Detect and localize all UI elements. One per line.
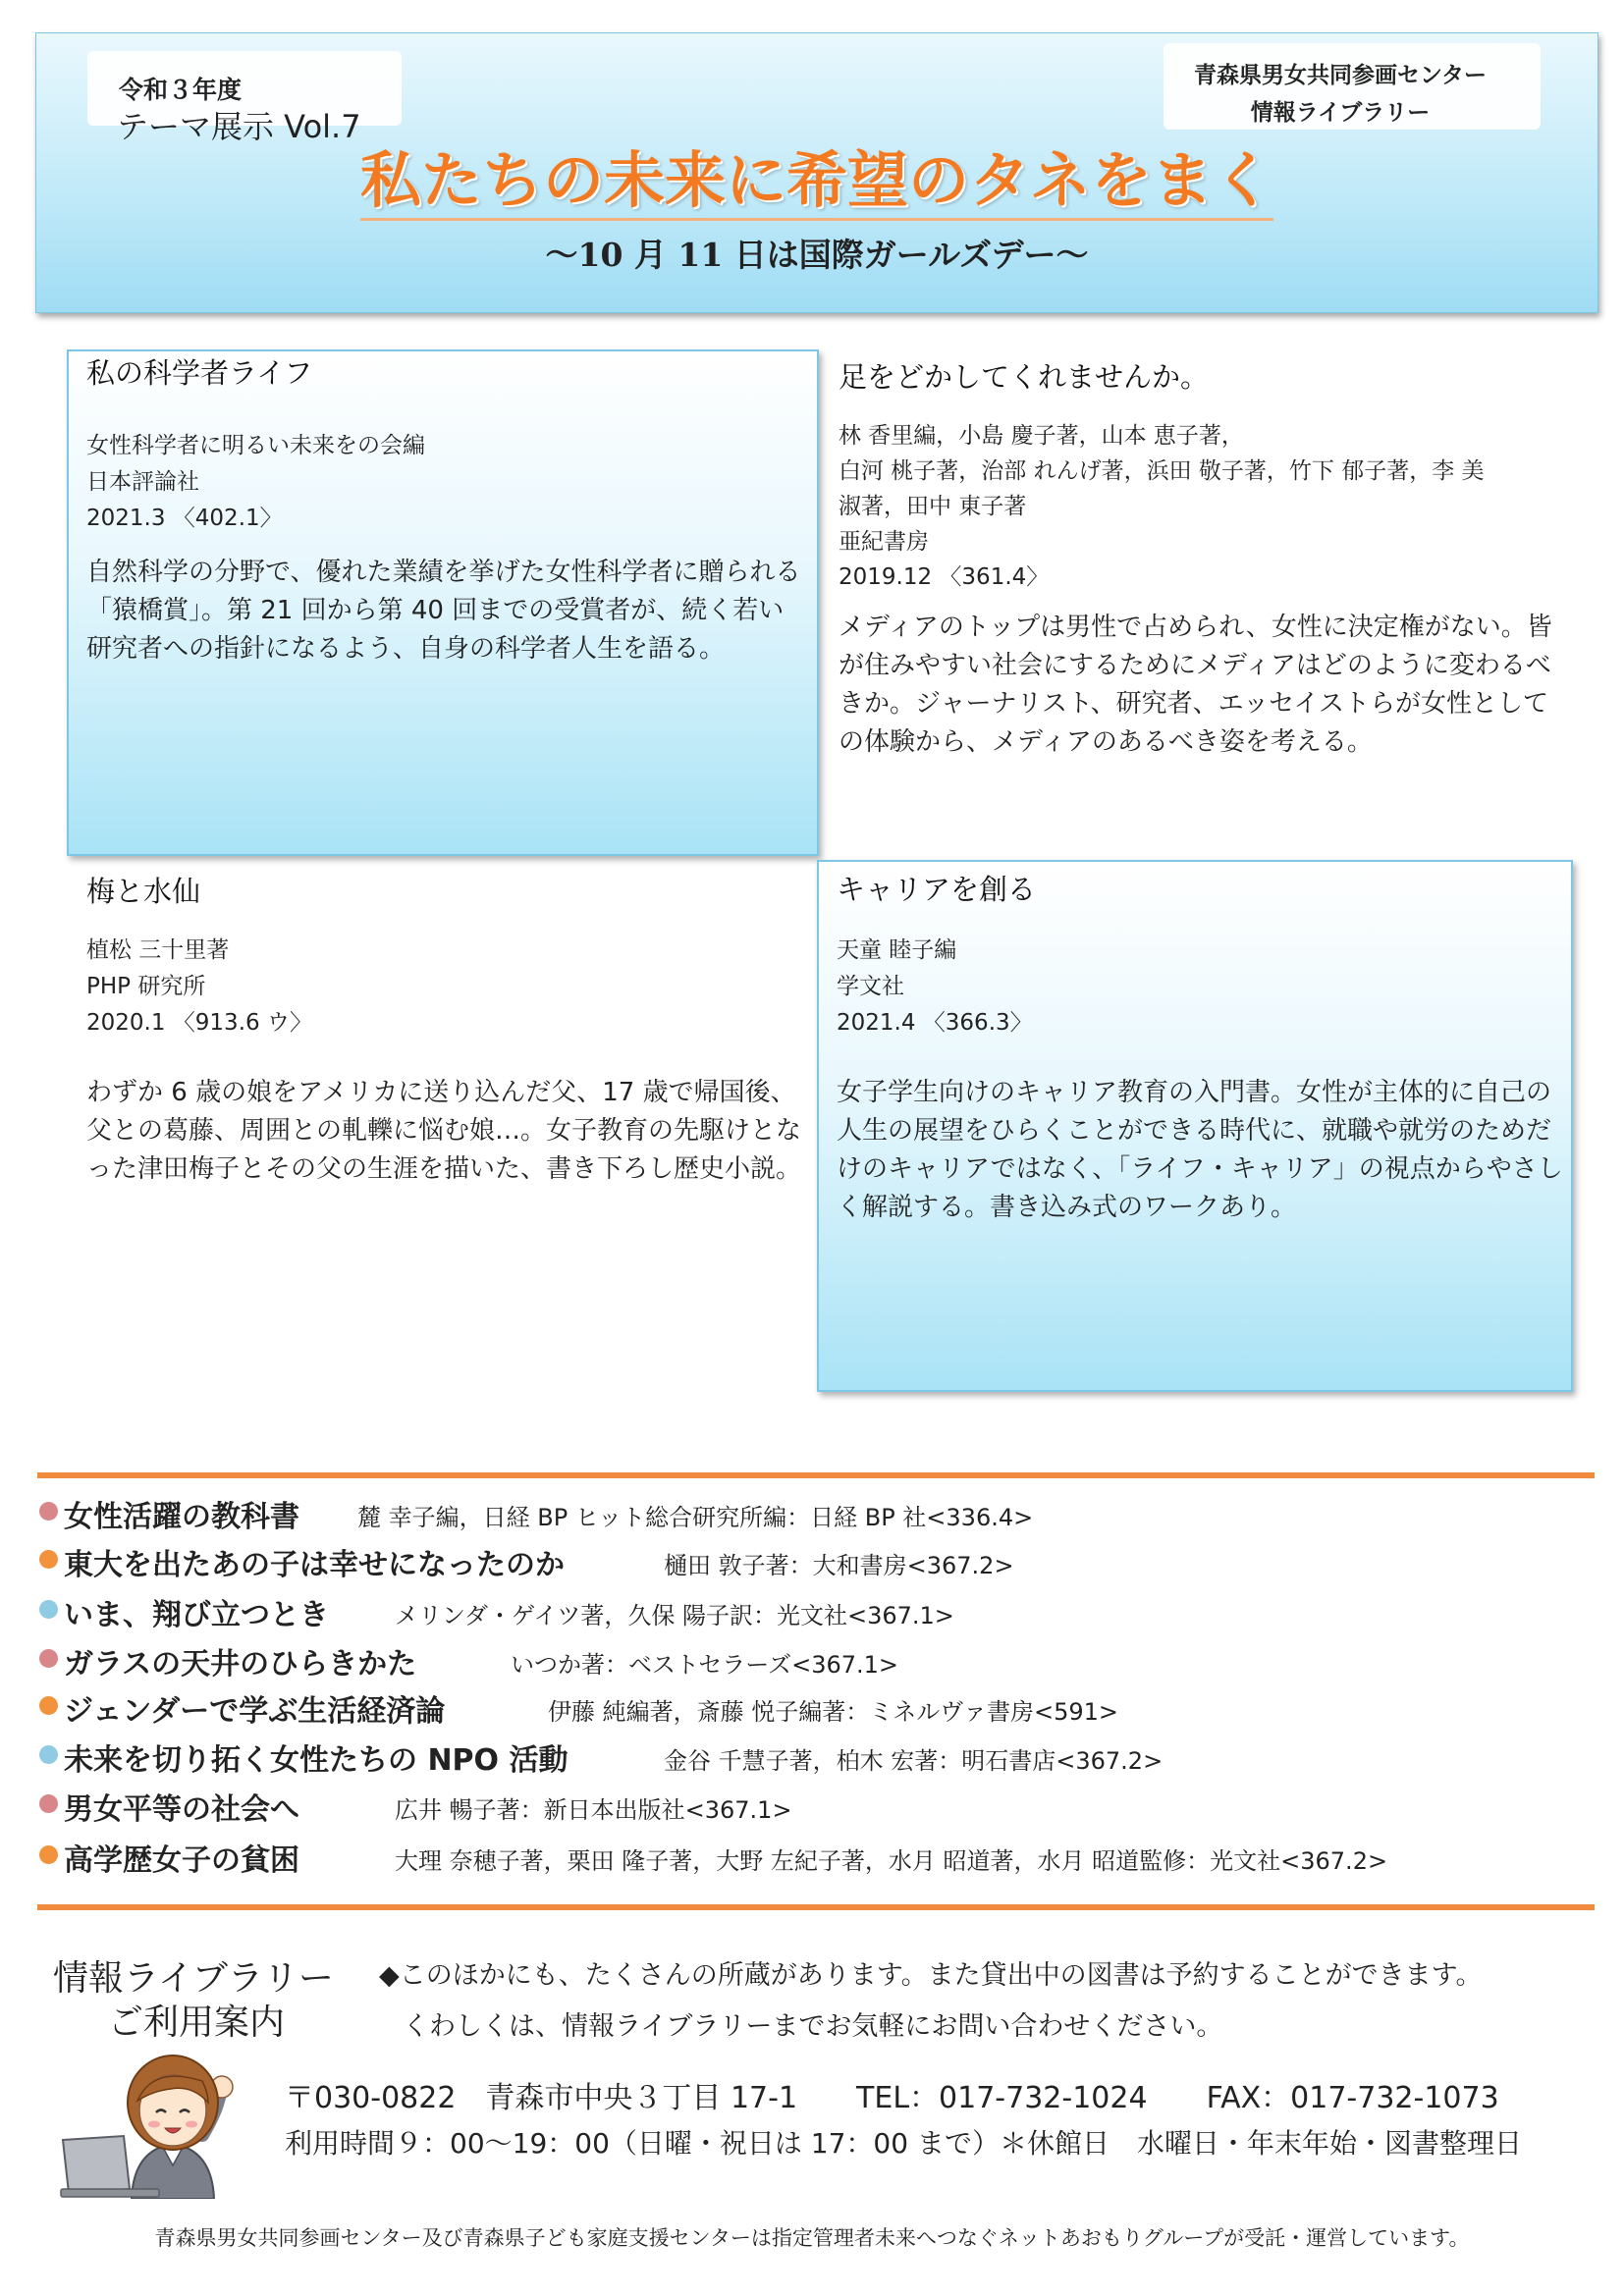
page-title-text: 私たちの未来に希望のタネをまく [360, 144, 1273, 221]
list-item [39, 1836, 1388, 1878]
book-publisher: PHP 研究所 [86, 974, 206, 999]
fiscal-year: 令和３年度 [119, 76, 243, 104]
book-author: 林 香里編，小島 慶子著，山本 恵子著， [839, 423, 1244, 449]
list-item-title: いま、翔び立つとき [64, 1598, 329, 1632]
bullet-dot-icon [39, 1745, 58, 1764]
book-author: 植松 三十里著 [86, 937, 230, 963]
opening-hours: 利用時間９：00～19：00（日曜・祝日は 17：00 まで）＊休館日 水曜日・年末年始・図書整理日 [285, 2127, 1522, 2160]
book-title: 私の科学者ライフ [86, 356, 313, 390]
book-date-callno: 2020.1 〈913.6 ウ〉 [86, 1010, 312, 1036]
book-date-callno: 2021.3 〈402.1〉 [86, 506, 283, 531]
list-item-info: 麓 幸子編，日経 BP ヒット総合研究所編：日経 BP 社<336.4> [357, 1504, 1034, 1531]
page-title [36, 132, 1597, 219]
list-item-title: ガラスの天井のひらきかた [64, 1647, 417, 1682]
header-banner [35, 32, 1598, 313]
book-publisher: 学文社 [837, 974, 904, 999]
list-item-info: 広井 暢子著：新日本出版社<367.1> [395, 1796, 792, 1824]
book-date-callno: 2019.12 〈361.4〉 [839, 564, 1050, 590]
book-author: 白河 桃子著，治部 れんげ著，浜田 敬子著，竹下 郁子著，李 美 [839, 458, 1485, 484]
list-item-info: 大理 奈穂子著，栗田 隆子著，大野 左紀子著，水月 昭道著，水月 昭道監修：光文社<367.2> [395, 1847, 1388, 1875]
list-item [39, 1686, 1119, 1729]
organization-name: 青森県男女共同参画センター [1193, 63, 1488, 88]
page-subtitle: ～10 月 11 日は国際ガールズデー～ [545, 236, 1089, 274]
book-description: 女子学生向けのキャリア教育の入門書。女性が主体的に自己の人生の展望をひらくことができる時代に、就職や就労のためだけのキャリアではなく、「ライフ・キャリア」の視点からやさしく解説する。書き込み式のワークあり。 [837, 1078, 1563, 1222]
divider-top [37, 1472, 1595, 1478]
list-item-title: 男女平等の社会へ [64, 1792, 299, 1827]
book-meta [837, 933, 1543, 1041]
list-item-title: 高学歴女子の貧困 [64, 1843, 299, 1878]
list-item [39, 1540, 1014, 1582]
bullet-dot-icon [39, 1502, 58, 1521]
list-item-info: メリンダ・ゲイツ著，久保 陽子訳：光文社<367.1> [395, 1602, 954, 1629]
list-item [39, 1735, 1164, 1778]
bullet-dot-icon [39, 1696, 58, 1715]
book-meta [86, 428, 793, 537]
list-item-info: 伊藤 純編著，斎藤 悦子編著：ミネルヴァ書房<591> [548, 1698, 1119, 1726]
list-item-info: いつか著：ベストセラーズ<367.1> [511, 1651, 899, 1679]
address-contact: 〒030-0822 青森市中央３丁目 17-1 TEL：017-732-1024 FAX：017-732-1073 [285, 2081, 1499, 2115]
theme-label-box [87, 51, 402, 145]
book-author: 天童 睦子編 [837, 937, 957, 963]
bullet-dot-icon [39, 1649, 58, 1668]
library-guide-subtitle: ご利用案内 [108, 2002, 286, 2043]
list-item-info: 樋田 敦子著：大和書房<367.2> [664, 1552, 1014, 1579]
bullet-dot-icon [39, 1550, 58, 1569]
list-item-title: ジェンダーで学ぶ生活経済論 [64, 1694, 446, 1729]
book-date-callno: 2021.4 〈366.3〉 [837, 1010, 1033, 1036]
theme-volume: テーマ展示 Vol.7 [117, 108, 361, 145]
bullet-dot-icon [39, 1794, 58, 1813]
notice-line-1: ◆このほかにも、たくさんの所蔵があります。また貸出中の図書は予約することができます。 [379, 1960, 1483, 1991]
book-author: 女性科学者に明るい未来をの会編 [86, 433, 425, 458]
library-guide-title: 情報ライブラリー [53, 1958, 334, 1999]
book-title: 足をどかしてくれませんか。 [839, 360, 1210, 394]
bullet-dot-icon [39, 1600, 58, 1619]
book-meta [839, 418, 1585, 595]
list-item [39, 1639, 899, 1682]
book-author: 淑著，田中 東子著 [839, 494, 1027, 519]
book-description: メディアのトップは男性で占められ、女性に決定権がない。皆が住みやすい社会にするためにメディアはどのように変わるべきか。ジャーナリスト、研究者、エッセイストらが女性としての体験から、メディアのあるべき姿を考える。 [839, 613, 1552, 757]
library-name: 情報ライブラリー [1250, 100, 1431, 126]
list-item-title: 未来を切り拓く女性たちの NPO 活動 [64, 1743, 568, 1778]
book-description: 自然科学の分野で、優れた業績を挙げた女性科学者に贈られる「猿橋賞」。第 21 回から第 40 回までの受賞者が、続く若い研究者への指針になるよう、自身の科学者人生を語る。 [86, 558, 801, 664]
list-item-info: 金谷 千慧子著，柏木 宏著：明石書店<367.2> [664, 1747, 1164, 1775]
librarian-illustration-icon [55, 2042, 261, 2199]
operator-note: 青森県男女共同参画センター及び青森県子ども家庭支援センターは指定管理者未来へつなぐネットあおもりグループが受託・運営しています。 [154, 2226, 1470, 2250]
list-item [39, 1492, 1034, 1534]
book-meta [86, 933, 793, 1041]
list-item-title: 東大を出たあの子は幸せになったのか [64, 1548, 565, 1582]
divider-bottom [37, 1904, 1595, 1910]
book-publisher: 日本評論社 [86, 469, 199, 495]
list-item [39, 1590, 954, 1632]
organization-box [1164, 43, 1541, 130]
book-description: わずか 6 歳の娘をアメリカに送り込んだ父、17 歳で帰国後、父との葛藤、周囲との軋轢に悩む娘…。女子教育の先駆けとなった津田梅子とその父の生涯を描いた、書き下ろし歴史小説。 [86, 1078, 802, 1184]
notice-line-2: くわしくは、情報ライブラリーまでお気軽にお問い合わせください。 [403, 2011, 1223, 2042]
book-title: キャリアを創る [837, 873, 1037, 906]
book-title: 梅と水仙 [86, 875, 201, 908]
book-publisher: 亜紀書房 [839, 529, 929, 555]
bullet-dot-icon [39, 1845, 58, 1864]
list-item [39, 1785, 792, 1827]
list-item-title: 女性活躍の教科書 [64, 1500, 299, 1534]
